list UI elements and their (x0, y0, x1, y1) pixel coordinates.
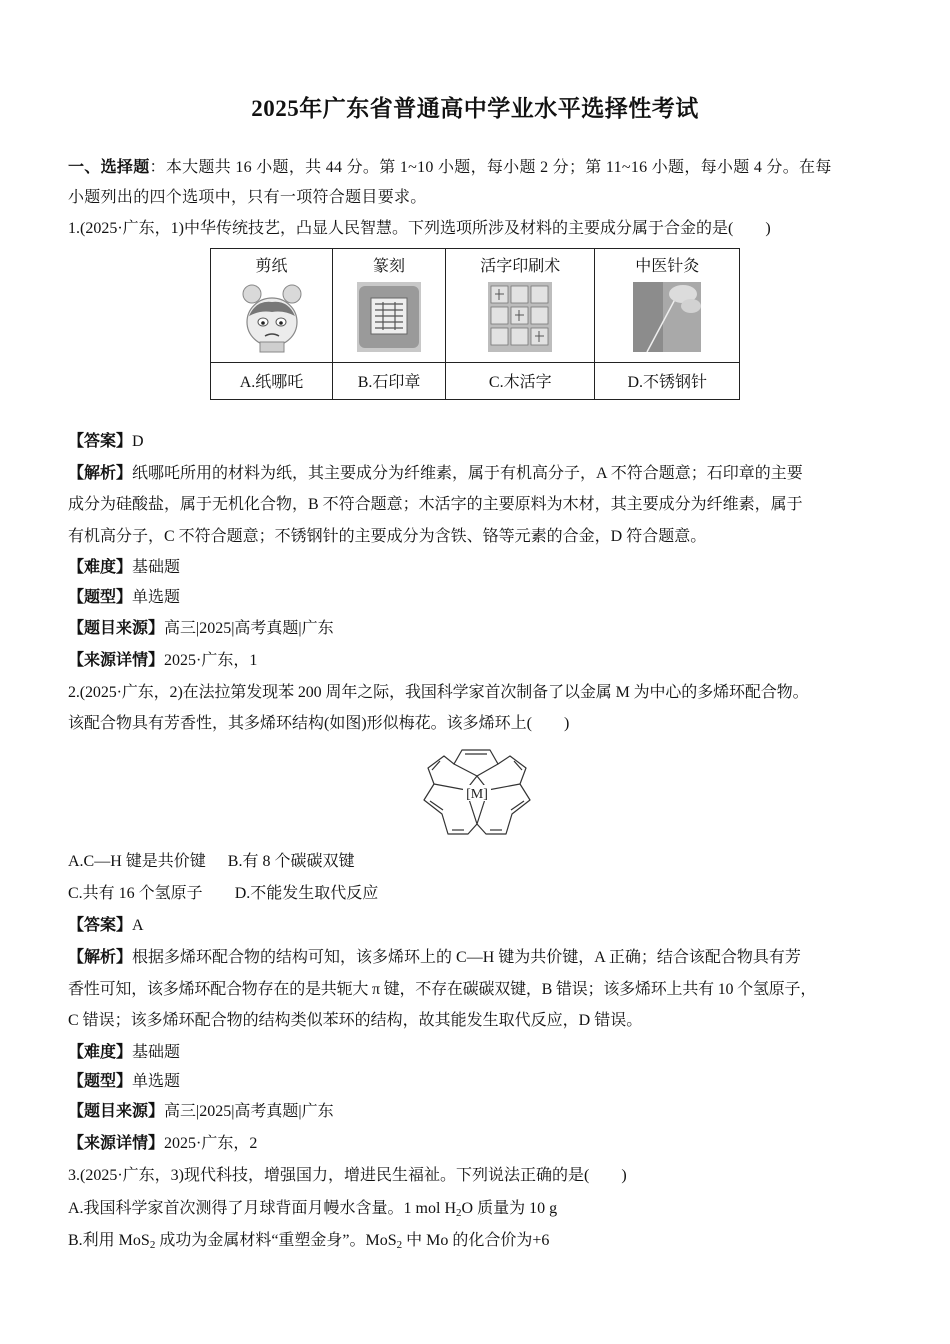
q2-option-b: B.有 8 个碳碳双键 (227, 853, 355, 870)
q2-source-detail (68, 1134, 257, 1154)
q2-detail-value: 2025·广东，2 (164, 1135, 258, 1152)
q2-analysis-label: 【解析】 (68, 949, 133, 966)
q3-stem: 3.(2025·广东，3)现代科技，增强国力，增进民生福祉。下列说法正确的是( ) (68, 1167, 627, 1184)
section-intro-line-1 (68, 158, 832, 178)
q1-difficulty-value: 基础题 (132, 559, 181, 576)
metal-center-label: [M] (466, 787, 488, 802)
q1-type-value: 单选题 (132, 589, 181, 606)
q3-option-a-subscript: 2 (456, 1207, 462, 1219)
q1-type-label: 【题型】 (68, 589, 133, 606)
section-text-1: ：本大题共 16 小题，共 44 分。第 1~10 小题，每小题 2 分；第 11~16 小题，每小题 4 分。在每 (149, 159, 832, 176)
q1-difficulty-label: 【难度】 (68, 559, 133, 576)
q2-analysis-text-1: 根据多烯环配合物的结构可知，该多烯环上的 C—H 键为共价键，A 正确；结合该配合物具有芳 (132, 949, 801, 966)
exam-title: 2025年广东省普通高中学业水平选择性考试 (251, 96, 699, 121)
q1-cell-seal-carving (333, 249, 446, 363)
q2-analysis-line-3: C 错误；该多烯环配合物的结构类似苯环的结构，故其能发生取代反应，D 错误。 (68, 1012, 643, 1029)
q2-type-value: 单选题 (132, 1073, 181, 1090)
q1-source-detail (68, 651, 257, 671)
q1-answer (68, 432, 144, 452)
q2-options-row-1 (68, 852, 354, 872)
q1-header-1: 剪纸 (255, 258, 288, 275)
q2-difficulty-value: 基础题 (132, 1044, 181, 1061)
q2-option-a: A.C—H 键是共价键 (68, 853, 206, 870)
q1-analysis-text-1: 纸哪吒所用的材料为纸，其主要成分为纤维素，属于有机高分子，A 不符合题意；石印章的主要 (132, 465, 803, 482)
q3-option-b-subscript-1: 2 (149, 1239, 156, 1251)
q1-answer-label: 【答案】 (68, 433, 133, 450)
q2-source (68, 1102, 334, 1122)
q1-header-4: 中医针灸 (635, 258, 700, 275)
q3-option-b-subscript-2: 2 (396, 1239, 403, 1251)
q2-stem-line-1: 2.(2025·广东，2)在法拉第发现苯 200 周年之际，我国科学家首次制备了以金属 M 为中心的多烯环配合物。 (68, 684, 809, 701)
q1-option-a: A.纸哪吒 (211, 362, 333, 399)
q3-option-a (68, 1199, 557, 1219)
q2-difficulty-label: 【难度】 (68, 1044, 133, 1061)
q1-stem: 1.(2025·广东，1)中华传统技艺，凸显人民智慧。下列选项所涉及材料的主要成分属于合金的是( ) (68, 220, 771, 237)
q1-option-d: D.不锈钢针 (595, 362, 740, 399)
q1-source (68, 619, 334, 639)
q1-source-value: 高三|2025|高考真题|广东 (164, 620, 334, 637)
q2-source-label: 【题目来源】 (68, 1103, 165, 1120)
q1-cell-paper-cutting (211, 249, 333, 363)
q3-option-a-text-2: O 质量为 10 g (461, 1200, 558, 1217)
movable-type-image (488, 282, 552, 352)
q1-cell-acupuncture (595, 249, 740, 363)
q3-option-b-text-1: B.利用 MoS (68, 1232, 150, 1249)
q3-option-b (68, 1231, 549, 1251)
nezha-paper-cut-image (236, 282, 308, 354)
q3-option-a-text-1: A.我国科学家首次测得了月球背面月幔水含量。1 mol H (68, 1200, 457, 1217)
q1-answer-value: D (132, 433, 144, 450)
q2-answer (68, 916, 144, 936)
section-label: 一、选择题 (68, 159, 150, 176)
q1-detail-value: 2025·广东，1 (164, 652, 258, 669)
q2-source-value: 高三|2025|高考真题|广东 (164, 1103, 334, 1120)
q2-option-d: D.不能发生取代反应 (234, 885, 379, 902)
q1-option-c: C.木活字 (446, 362, 595, 399)
stone-seal-image (357, 282, 421, 352)
q2-stem-line-2: 该配合物具有芳香性，其多烯环结构(如图)形似梅花。该多烯环上( ) (68, 715, 570, 732)
q3-option-b-text-3: 中 Mo 的化合价为+6 (402, 1232, 550, 1249)
q2-analysis-line-1 (68, 948, 801, 968)
q2-answer-value: A (132, 917, 144, 934)
section-intro-line-2: 小题列出的四个选项中，只有一项符合题目要求。 (68, 189, 427, 206)
q2-type (68, 1072, 180, 1092)
q1-header-3: 活字印刷术 (480, 258, 561, 275)
q1-options-table (210, 248, 740, 400)
q2-options-row-2 (68, 884, 378, 904)
q1-analysis-line-3: 有机高分子，C 不符合题意；不锈钢针的主要成分为含铁、铬等元素的合金，D 符合题意。 (68, 528, 707, 545)
q3-option-b-text-2: 成功为金属材料“重塑金身”。MoS (155, 1232, 397, 1249)
q2-analysis-line-2: 香性可知，该多烯环配合物存在的是共轭大 π 键，不存在碳碳双键，B 错误；该多烯环上共有 10 个氢原子， (68, 981, 817, 998)
q1-analysis-line-2: 成分为硅酸盐，属于无机化合物，B 不符合题意；木活字的主要原料为木材，其主要成分为纤维素，属于 (68, 496, 803, 513)
q1-option-b: B.石印章 (333, 362, 446, 399)
q1-source-label: 【题目来源】 (68, 620, 165, 637)
q2-type-label: 【题型】 (68, 1073, 133, 1090)
q1-detail-label: 【来源详情】 (68, 652, 165, 669)
q2-detail-label: 【来源详情】 (68, 1135, 165, 1152)
q1-cell-movable-type (446, 249, 595, 363)
acupuncture-needle-image (633, 282, 701, 352)
q1-difficulty (68, 558, 180, 578)
q2-difficulty (68, 1043, 180, 1063)
q2-answer-label: 【答案】 (68, 917, 133, 934)
q1-analysis-line-1 (68, 464, 803, 484)
q2-option-c: C.共有 16 个氢原子 (68, 885, 203, 902)
q1-header-2: 篆刻 (373, 258, 406, 275)
q1-type (68, 588, 180, 608)
q1-analysis-label: 【解析】 (68, 465, 133, 482)
polyene-ring-structure (418, 738, 536, 838)
